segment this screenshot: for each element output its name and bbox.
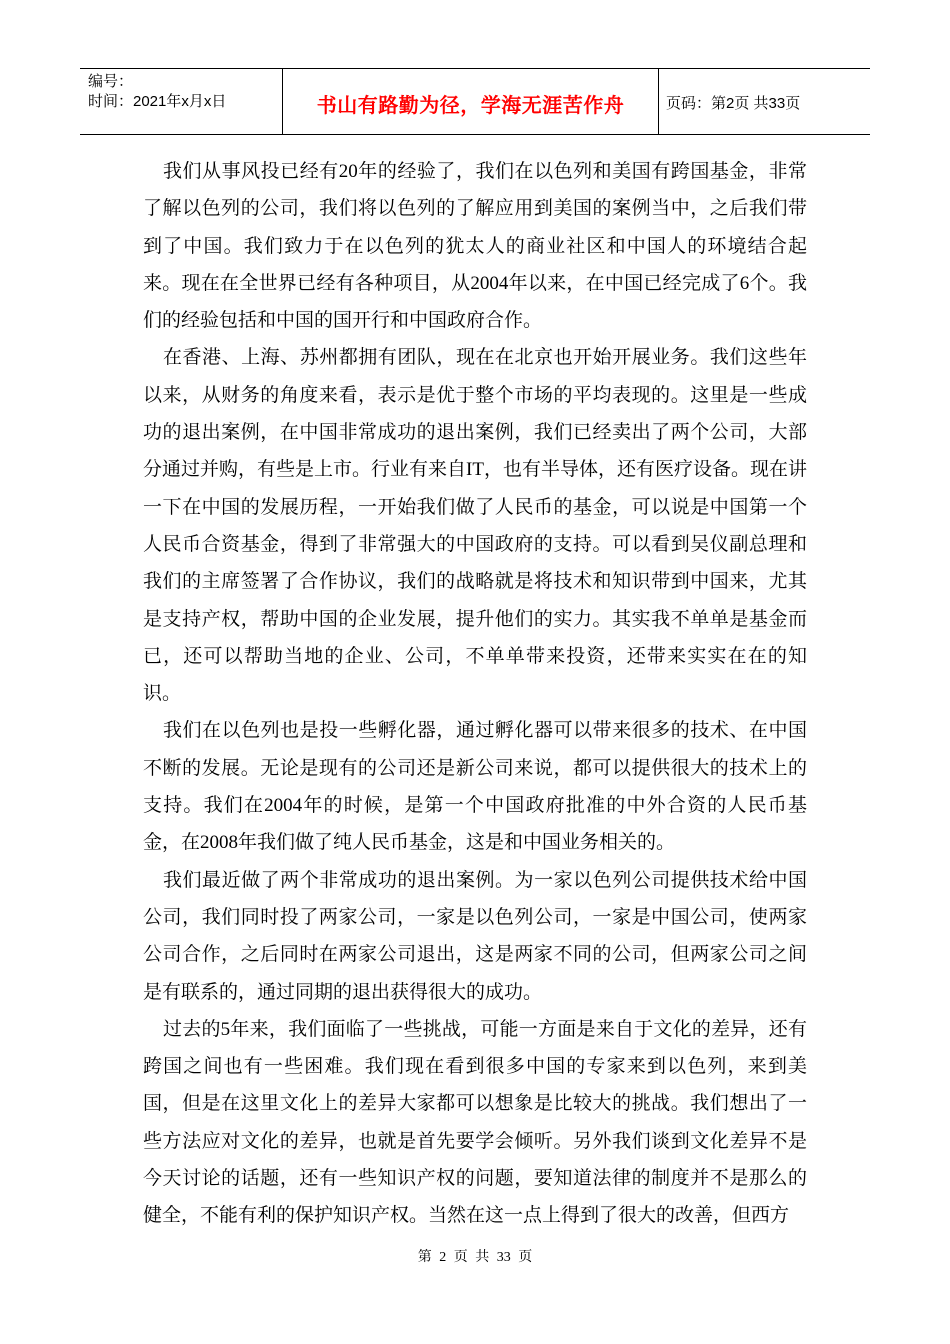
header-page-cell [659,69,870,134]
paragraph: 在香港、上海、苏州都拥有团队，现在在北京也开始开展业务。我们这些年以来，从财务的角度来看，表示是优于整个市场的平均表现的。这里是一些成功的退出案例，在中国非常成功的退出案例，我们已经卖出了两个公司，大部分通过并购，有些是上市。行业有来自IT，也有半导体，还有医疗设备。现在讲一下在中国的发展历程，一开始我们做了人民币的基金，可以说是中国第一个人民币合资基金，得到了非常强大的中国政府的支持。可以看到吴仪副总理和我们的主席签署了合作协议，我们的战略就是将技术和知识带到中国来，尤其是支持产权，帮助中国的企业发展，提升他们的实力。其实我不单单是基金而已，还可以帮助当地的企业、公司，不单单带来投资，还带来实实在在的知识。 [143,347,807,705]
date-label: 时间：2021年x月x日 [88,93,227,110]
paragraph: 我们最近做了两个非常成功的退出案例。为一家以色列公司提供技术给中国公司，我们同时投了两家公司，一家是以色列公司，一家是中国公司，使两家公司合作，之后同时在两家公司退出，这是两家不同的公司，但两家公司之间是有联系的，通过同期的退出获得很大的成功。 [143,869,807,1003]
paragraph: 我们在以色列也是投一些孵化器，通过孵化器可以带来很多的技术、在中国不断的发展。无论是现有的公司还是新公司来说，都可以提供很大的技术上的支持。我们在2004年的时候，是第一个中国政府批准的中外合资的人民币基金，在2008年我们做了纯人民币基金，这是和中国业务相关的。 [143,720,807,854]
document-header [80,68,870,135]
number-label: 编号： [88,73,134,90]
document-body [143,153,807,1235]
paragraph: 过去的5年来，我们面临了一些挑战，可能一方面是来自于文化的差异，还有跨国之间也有一些困难。我们现在看到很多中国的专家来到以色列，来到美国，但是在这里文化上的差异大家都可以想象是比较大的挑战。我们想出了一些方法应对文化的差异，也就是首先要学会倾听。另外我们谈到文化差异不是今天讨论的话题，还有一些知识产权的问题，要知道法律的制度并不是那么的健全，不能有利的保护知识产权。当然在这一点上得到了很大的改善，但西方 [143,1018,807,1227]
paragraph: 我们从事风投已经有20年的经验了，我们在以色列和美国有跨国基金，非常了解以色列的公司，我们将以色列的了解应用到美国的案例当中，之后我们带到了中国。我们致力于在以色列的犹太人的商业社区和中国人的环境结合起来。现在在全世界已经有各种项目，从2004年以来，在中国已经完成了6个。我们的经验包括和中国的国开行和中国政府合作。 [143,161,807,332]
header-motto: 书山有路勤为径，学海无涯苦作舟 [316,93,625,117]
header-motto-cell [283,69,659,134]
header-meta-cell [80,69,283,134]
page-footer: 第 2 页 共 33 页 [417,1250,533,1265]
header-page-code: 页码：第2页 共33页 [666,95,801,112]
